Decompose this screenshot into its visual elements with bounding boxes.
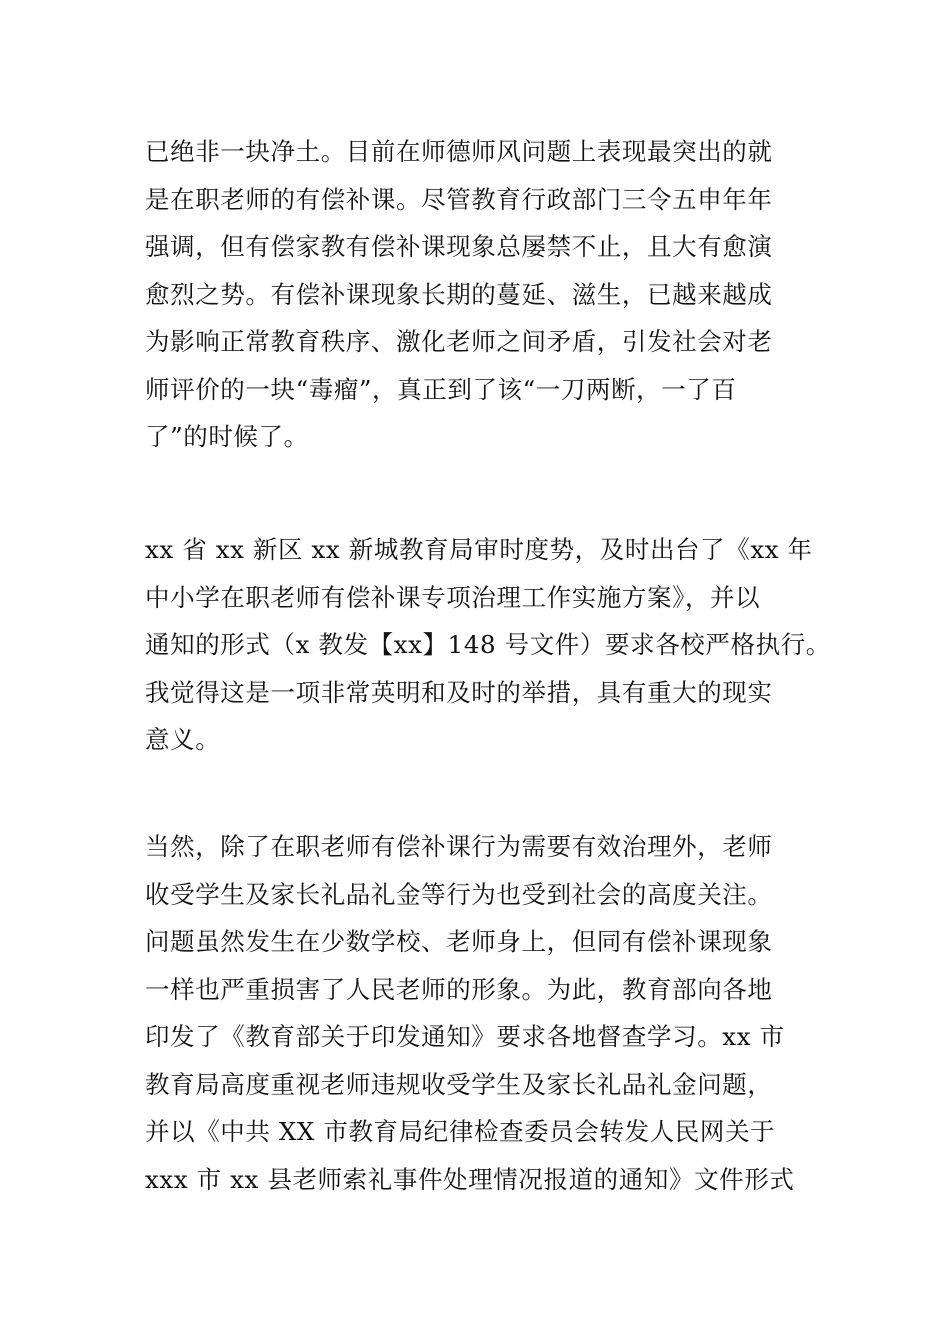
paragraph-line: 教育局高度重视老师违规收受学生及家长礼品礼金问题， <box>145 1069 773 1099</box>
paragraph-1 <box>145 128 810 461</box>
paragraph-line: 师评价的一块“毒瘤”，真正到了该“一刀两断，一了百 <box>145 374 737 404</box>
paragraph-3 <box>145 823 810 1203</box>
paragraph-line: 收受学生及家长礼品礼金等行为也受到社会的高度关注。 <box>145 879 773 909</box>
paragraph-line: 当然，除了在职老师有偿补课行为需要有效治理外，老师 <box>145 832 773 861</box>
paragraph-line: 强调，但有偿家教有偿补课现象总屡禁不止，且大有愈演 <box>145 232 773 261</box>
paragraph-line: 是在职老师的有偿补课。尽管教育行政部门三令五申年年 <box>145 184 773 214</box>
paragraph-line: 一样也严重损害了人民老师的形象。为此，教育部向各地 <box>145 974 773 1004</box>
paragraph-line: xxx 市 xx 县老师索礼事件处理情况报道的通知》文件形式 <box>145 1164 795 1194</box>
paragraph-line: 已绝非一块净土。目前在师德师风问题上表现最突出的就 <box>145 137 773 166</box>
paragraph-line: 并以《中共 XX 市教育局纪律检查委员会转发人民网关于 <box>145 1117 776 1146</box>
paragraph-line: 为影响正常教育秩序、激化老师之间矛盾，引发社会对老 <box>145 327 773 356</box>
paragraph-line: 中小学在职老师有偿补课专项治理工作实施方案》，并以 <box>145 582 761 612</box>
paragraph-line: 问题虽然发生在少数学校、老师身上，但同有偿补课现象 <box>145 927 773 956</box>
paragraph-line: 印发了《教育部关于印发通知》要求各地督查学习。xx 市 <box>145 1022 785 1051</box>
paragraph-line: xx 省 xx 新区 xx 新城教育局审时度势，及时出台了《xx 年 <box>145 535 813 564</box>
paragraph-line: 我觉得这是一项非常英明和及时的举措，具有重大的现实 <box>145 677 773 707</box>
paragraph-2 <box>145 526 831 764</box>
paragraph-line: 了”的时候了。 <box>145 422 309 451</box>
paragraph-line: 通知的形式（x 教发【xx】148 号文件）要求各校严格执行。 <box>145 630 831 659</box>
paragraph-line: 意义。 <box>145 725 221 754</box>
paragraph-line: 愈烈之势。有偿补课现象长期的蔓延、滋生，已越来越成 <box>145 279 773 309</box>
